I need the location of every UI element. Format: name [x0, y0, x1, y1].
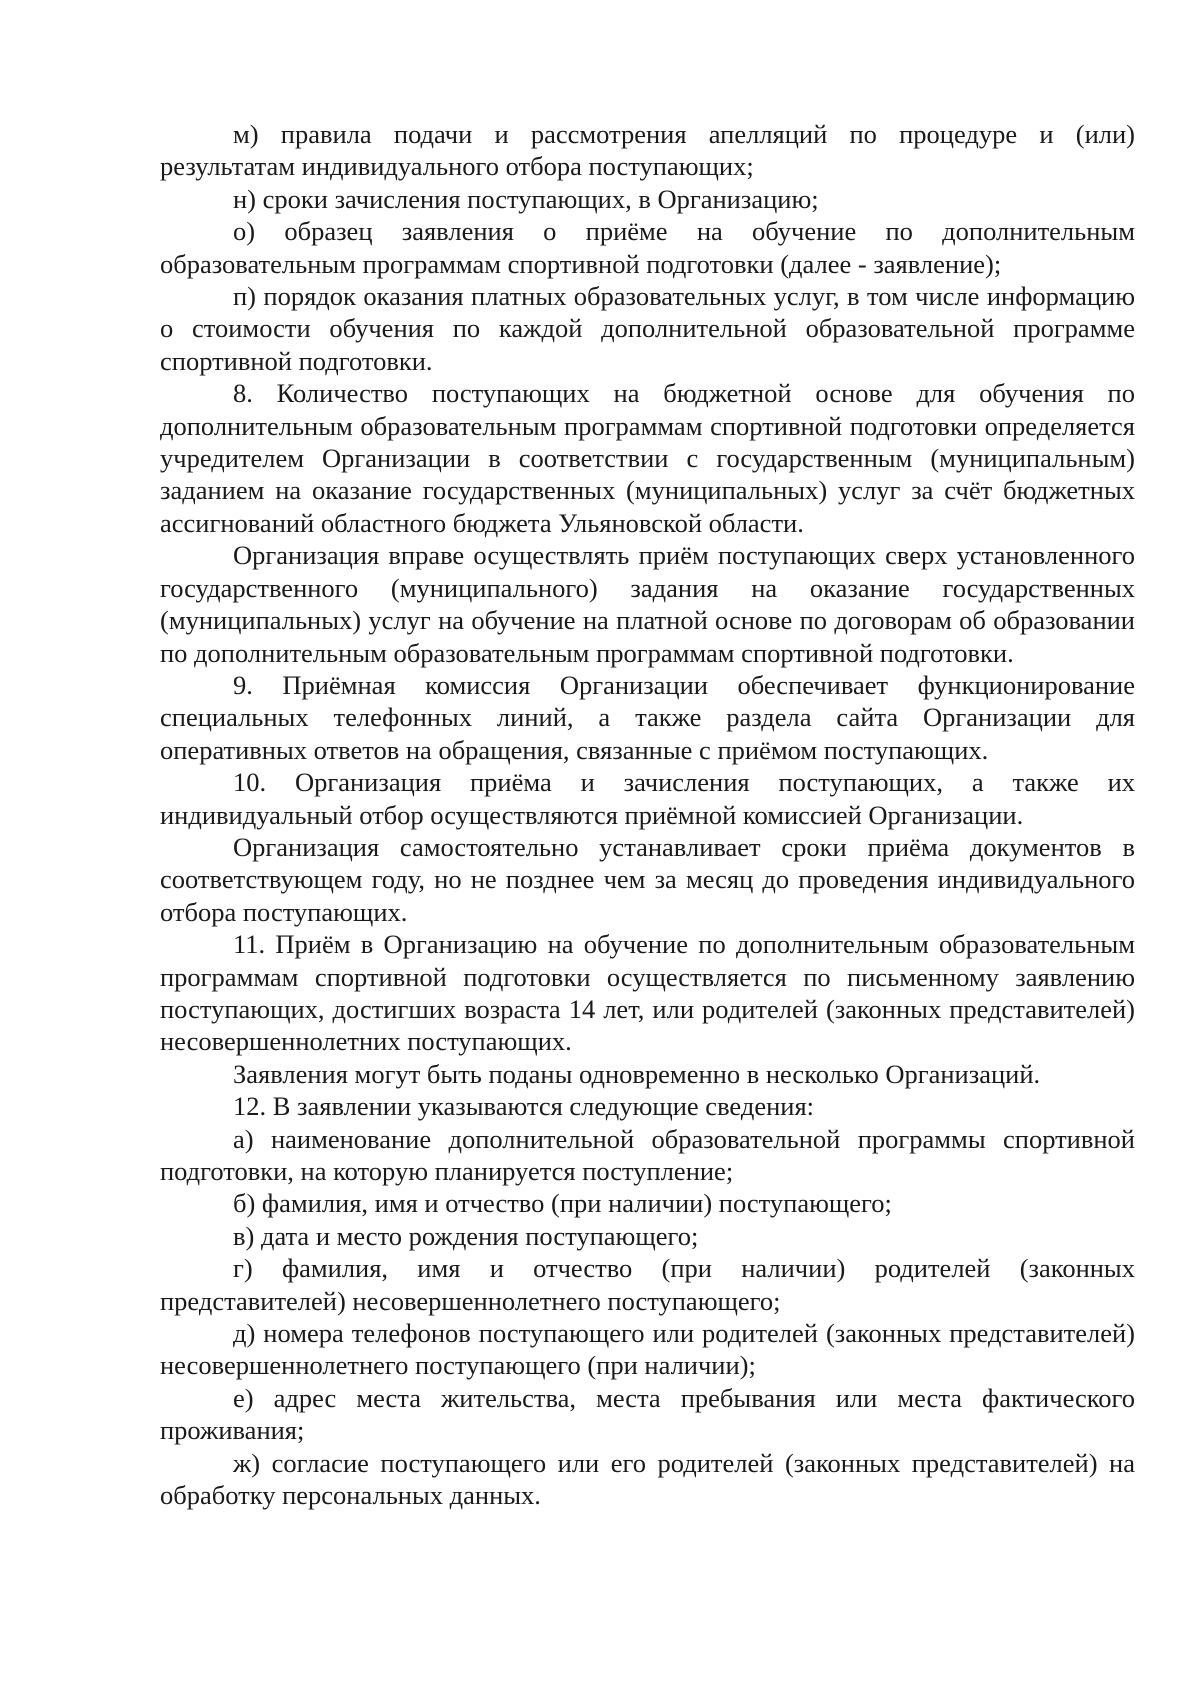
paragraph-zh-data-consent: ж) согласие поступающего или его родителей (законных представителей) на обработку персональных данных. [160, 1447, 1135, 1511]
paragraph-paid-admission: Организация вправе осуществлять приём поступающих сверх установленного государственного (муниципального) задания на оказание государственных (муниципальных) услуг на обучение на платной основе по договорам об образовании по дополнительным образовательным программам спортивной подготовки. [160, 540, 1135, 668]
paragraph-d-phone-numbers: д) номера телефонов поступающего или родителей (законных представителей) несовершеннолетнего поступающего (при наличии); [160, 1318, 1135, 1381]
paragraph-12-application-contents: 12. В заявлении указываются следующие сведения: [233, 1091, 814, 1122]
paragraph-m-appeals: м) правила подачи и рассмотрения апелляций по процедуре и (или) результатам индивидуального отбора поступающих; [160, 119, 1135, 182]
paragraph-9-commission-hotlines: 9. Приёмная комиссия Организации обеспечивает функционирование специальных телефонных линий, а также раздела сайта Организации для оперативных ответов на обращения, связанные с приёмом поступающих. [160, 669, 1135, 765]
document-body [160, 118, 1135, 1511]
paragraph-o-application-form: о) образец заявления о приёме на обучение по дополнительным образовательным программам спортивной подготовки (далее - заявление); [160, 216, 1135, 279]
paragraph-multiple-applications: Заявления могут быть поданы одновременно в несколько Организаций. [233, 1058, 1041, 1089]
paragraph-admission-deadlines: Организация самостоятельно устанавливает сроки приёма документов в соответствующем году, но не позднее чем за месяц до проведения индивидуального отбора поступающих. [160, 831, 1135, 927]
paragraph-b-full-name: б) фамилия, имя и отчество (при наличии) поступающего; [233, 1188, 892, 1219]
paragraph-8-budget-quota: 8. Количество поступающих на бюджетной основе для обучения по дополнительным образовательным программам спортивной подготовки определяется учредителем Организации в соответствии с государственным (муниципальным) заданием на оказание государственных (муниципальных) услуг за счёт бюджетных ассигнований областного бюджета Ульяновской области. [160, 378, 1135, 538]
paragraph-10-admission-organization: 10. Организация приёма и зачисления поступающих, а также их индивидуальный отбор осуществляются приёмной комиссией Организации. [160, 767, 1135, 830]
paragraph-a-program-name: а) наименование дополнительной образовательной программы спортивной подготовки, на которую планируется поступление; [160, 1123, 1135, 1186]
paragraph-p-paid-services: п) порядок оказания платных образовательных услуг, в том числе информацию о стоимости обучения по каждой дополнительной образовательной программе спортивной подготовки. [160, 281, 1135, 376]
paragraph-g-parents-names: г) фамилия, имя и отчество (при наличии) родителей (законных представителей) несовершеннолетнего поступающего; [160, 1253, 1135, 1316]
paragraph-11-written-application: 11. Приём в Организацию на обучение по дополнительным образовательным программам спортивной подготовки осуществляется по письменному заявлению поступающих, достигших возраста 14 лет, или родителей (законных представителей) несовершеннолетних поступающих. [160, 929, 1135, 1057]
paragraph-v-birth-date-place: в) дата и место рождения поступающего; [233, 1220, 699, 1251]
paragraph-n-enrollment-dates: н) сроки зачисления поступающих, в Организацию; [233, 183, 819, 214]
paragraph-e-address: е) адрес места жительства, места пребывания или места фактического проживания; [160, 1382, 1135, 1446]
